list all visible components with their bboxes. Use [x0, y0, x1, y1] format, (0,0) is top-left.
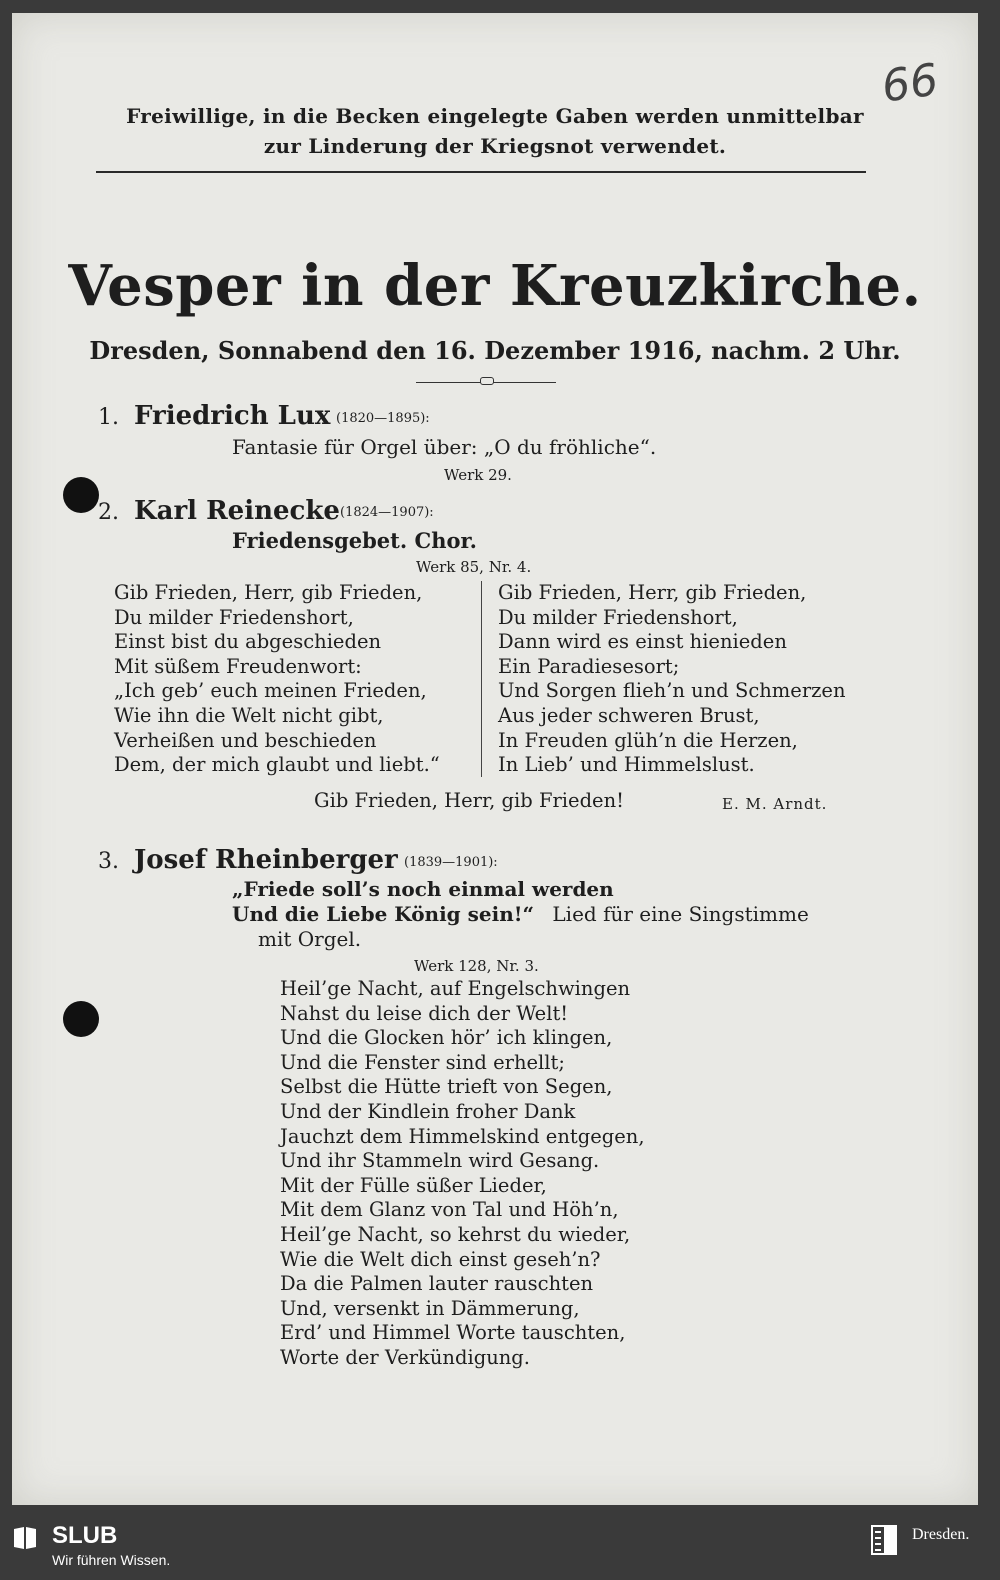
piece-description: Friedensgebet. Chor. — [232, 528, 477, 553]
work-number: Werk 128, Nr. 3. — [414, 957, 539, 975]
composer-dates: (1824—1907): — [340, 505, 434, 520]
page-title: Vesper in der Kreuzkirche. — [68, 253, 922, 319]
verse-line: Gib Frieden, Herr, gib Frieden, — [498, 581, 807, 604]
verse-right — [498, 581, 846, 778]
verse-line: In Lieb’ und Himmelslust. — [498, 753, 755, 777]
composer-name: Josef Rheinberger — [134, 845, 398, 875]
piece-title-line-2 — [232, 902, 809, 926]
book-icon — [12, 1525, 38, 1551]
verse-line: Du milder Friedenshort, — [114, 605, 354, 629]
slub-brand[interactable]: SLUB — [52, 1522, 118, 1549]
verse-line: Selbst die Hütte trieft von Segen, — [280, 1075, 613, 1099]
verse-line: Gib Frieden, Herr, gib Frieden, — [114, 581, 423, 604]
verse-line: „Ich geb’ euch meinen Frieden, — [114, 679, 427, 703]
piece-title-bold: Und die Liebe König sein!“ — [232, 902, 535, 926]
verse-line: Wie ihn die Welt nicht gibt, — [114, 703, 384, 727]
verse-line: Du milder Friedenshort, — [498, 605, 738, 629]
verse-line: Dann wird es einst hienieden — [498, 630, 787, 654]
verse-line: Heil’ge Nacht, so kehrst du wieder, — [280, 1222, 631, 1246]
verse-line: In Freuden glüh’n die Herzen, — [498, 728, 798, 752]
verse-line: Mit süßem Freudenwort: — [114, 654, 362, 678]
donation-notice — [12, 101, 978, 161]
ornament-divider — [416, 377, 556, 387]
notice-line-1: Freiwillige, in die Becken eingelegte Gaben werden unmittelbar — [126, 104, 864, 128]
verse-line: Jauchzt dem Himmelskind entgegen, — [280, 1124, 645, 1148]
punch-hole — [63, 1001, 99, 1037]
dresden-link[interactable]: Dresden. — [912, 1526, 970, 1543]
verse-line: Nahst du leise dich der Welt! — [280, 1001, 569, 1025]
divider — [96, 171, 866, 173]
verse-line: Dem, der mich glaubt und liebt.“ — [114, 753, 440, 777]
verse-line: Verheißen und beschieden — [114, 728, 377, 752]
refrain: Gib Frieden, Herr, gib Frieden! — [314, 789, 624, 812]
column-divider — [481, 581, 482, 777]
verse-line: Und die Glocken hör’ ich klingen, — [280, 1026, 613, 1050]
verse-left — [114, 581, 440, 778]
composer-dates: (1839—1901): — [404, 855, 498, 870]
verse-line: Mit der Fülle süßer Lieder, — [280, 1173, 547, 1197]
verse-line: Einst bist du abgeschieden — [114, 630, 382, 654]
work-number: Werk 85, Nr. 4. — [416, 558, 532, 576]
verse-line: Und, versenkt in Dämmerung, — [280, 1296, 580, 1320]
work-number: Werk 29. — [444, 466, 512, 484]
verse-line: Und die Fenster sind erhellt; — [280, 1050, 565, 1074]
verse-line: Ein Paradiesesort; — [498, 654, 680, 678]
verse-line: Und der Kindlein froher Dank — [280, 1099, 576, 1123]
slub-tagline: Wir führen Wissen. — [52, 1552, 171, 1568]
verse-line: Und Sorgen flieh’n und Schmerzen — [498, 679, 846, 703]
piece-description: Fantasie für Orgel über: „O du fröhliche“. — [232, 435, 657, 459]
subtitle: Dresden, Sonnabend den 16. Dezember 1916, nachm. 2 Uhr. — [89, 336, 901, 365]
item-number: 2. — [98, 500, 119, 525]
lyric-author: E. M. Arndt. — [722, 795, 828, 813]
verse-line: Erd’ und Himmel Worte tauschten, — [280, 1321, 626, 1345]
verse-line: Da die Palmen lauter rauschten — [280, 1272, 594, 1296]
piece-description: Lied für eine Singstimme — [552, 902, 809, 926]
composer-name: Friedrich Lux — [134, 401, 331, 431]
notice-line-2: zur Linderung der Kriegsnot verwendet. — [263, 134, 727, 158]
page-number: 66 — [878, 54, 942, 113]
document-page — [12, 13, 978, 1505]
verse-line: Und ihr Stammeln wird Gesang. — [280, 1149, 600, 1173]
item-number: 1. — [98, 405, 119, 430]
composer-dates: (1820—1895): — [336, 411, 430, 426]
verse-line: Aus jeder schweren Brust, — [498, 703, 760, 727]
verse-line: Wie die Welt dich einst geseh’n? — [280, 1247, 601, 1271]
verse-rheinberger — [280, 977, 645, 1371]
piece-title-line-1: „Friede soll’s noch einmal werden — [232, 877, 614, 901]
composer-name: Karl Reinecke — [134, 496, 340, 526]
verse-line: Mit dem Glanz von Tal und Höh’n, — [280, 1198, 619, 1222]
dresden-crest-icon — [870, 1524, 898, 1556]
footer-bar — [0, 1518, 1000, 1580]
verse-line: Worte der Verkündigung. — [280, 1345, 530, 1369]
punch-hole — [63, 477, 99, 513]
verse-line: Heil’ge Nacht, auf Engelschwingen — [280, 977, 631, 1000]
piece-description-line-3: mit Orgel. — [258, 927, 362, 951]
item-number: 3. — [98, 849, 119, 874]
